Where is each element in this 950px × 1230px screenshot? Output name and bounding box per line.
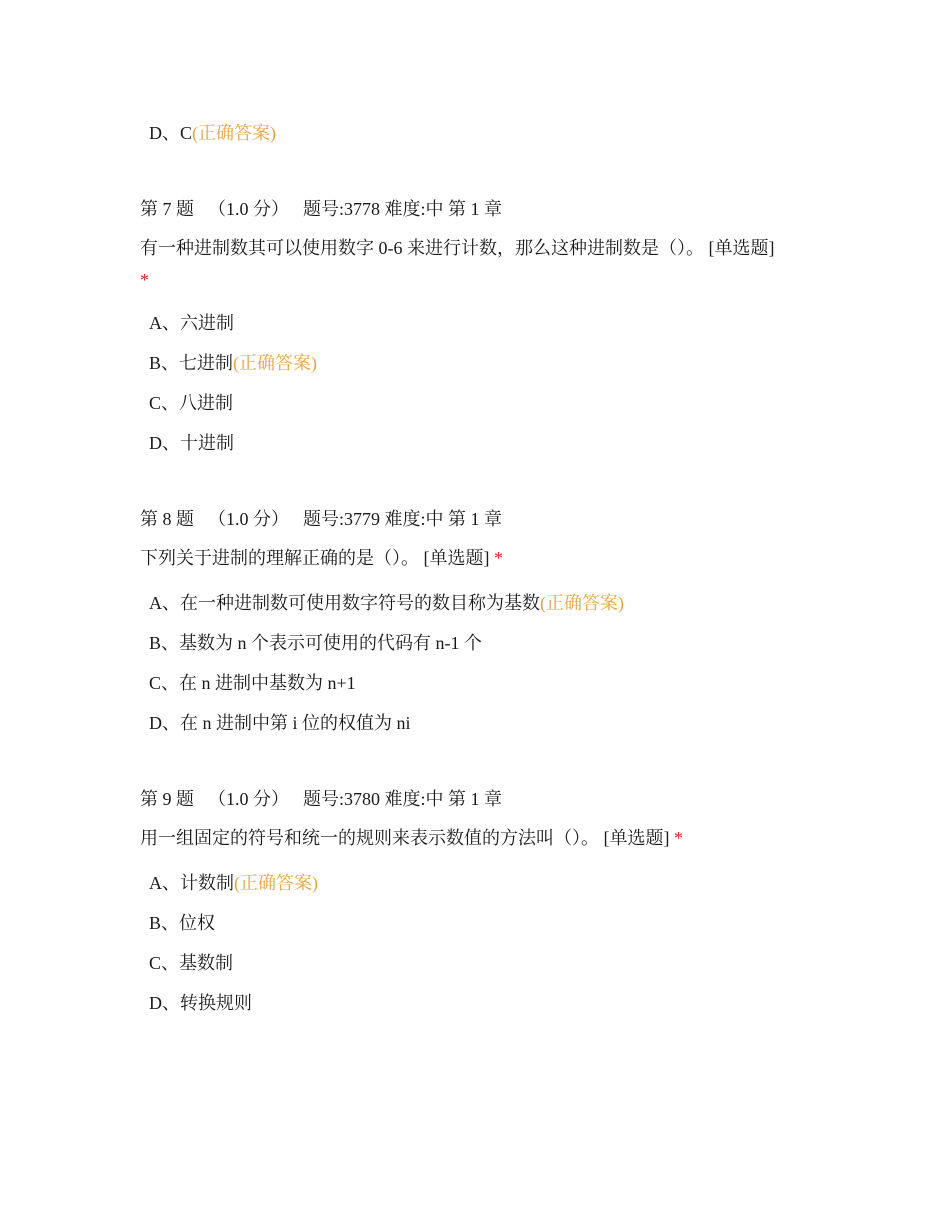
option-label: C、: [149, 953, 180, 973]
question-score: （1.0 分）: [208, 509, 289, 529]
question-meta: 题号:3778 难度:中 第 1 章: [303, 199, 503, 219]
question-stem: 下列关于进制的理解正确的是（）。: [140, 548, 419, 568]
question-8-option-a[interactable]: [149, 591, 624, 615]
question-7-option-d[interactable]: [149, 431, 234, 455]
question-7-option-a[interactable]: [149, 311, 234, 335]
question-7-option-b[interactable]: [149, 351, 317, 375]
question-7-stem: [140, 236, 775, 260]
question-score: （1.0 分）: [208, 199, 289, 219]
option-text: 基数制: [179, 953, 234, 973]
question-8-option-c[interactable]: [149, 671, 356, 695]
option-text: 位权: [179, 913, 216, 933]
option-label: D、: [149, 993, 180, 1013]
question-number: 第 9 题: [140, 789, 194, 809]
question-9-option-b[interactable]: [149, 911, 215, 935]
option-label: D、: [149, 123, 180, 143]
correct-answer-mark: (正确答案): [234, 873, 318, 893]
option-text: 七进制: [179, 353, 234, 373]
option-text: C: [180, 123, 193, 143]
option-label: B、: [149, 633, 180, 653]
option-label: A、: [149, 873, 180, 893]
question-9-option-d[interactable]: [149, 991, 252, 1015]
question-meta: 题号:3780 难度:中 第 1 章: [303, 789, 503, 809]
required-marker: *: [494, 548, 503, 568]
option-label: A、: [149, 593, 180, 613]
question-9-option-c[interactable]: [149, 951, 233, 975]
question-9-option-a[interactable]: [149, 871, 318, 895]
option-text: 在 n 进制中基数为 n+1: [179, 673, 356, 693]
question-8-option-d[interactable]: [149, 711, 411, 735]
question-type: [单选题]: [708, 238, 775, 258]
option-text: 转换规则: [180, 993, 252, 1013]
question-7-required: [140, 268, 149, 292]
correct-answer-mark: (正确答案): [233, 353, 318, 373]
option-text: 基数为 n 个表示可使用的代码有 n-1 个: [179, 633, 483, 653]
correct-answer-mark: (正确答案): [192, 123, 277, 143]
option-text: 六进制: [180, 313, 234, 333]
option-label: A、: [149, 313, 180, 333]
option-text: 在 n 进制中第 i 位的权值为 ni: [180, 713, 411, 733]
question-8-stem: [140, 546, 503, 570]
question-9-header: [140, 787, 502, 811]
question-type: [单选题]: [603, 828, 670, 848]
question-stem: 有一种进制数其可以使用数字 0-6 来进行计数，那么这种进制数是（）。: [140, 238, 704, 258]
option-label: D、: [149, 713, 180, 733]
question-meta: 题号:3779 难度:中 第 1 章: [303, 509, 503, 529]
option-label: B、: [149, 353, 180, 373]
question-type: [单选题]: [423, 548, 490, 568]
prev-option-d: [149, 121, 276, 145]
question-7-option-c[interactable]: [149, 391, 233, 415]
question-9-stem: [140, 826, 683, 850]
question-score: （1.0 分）: [208, 789, 289, 809]
question-number: 第 7 题: [140, 199, 194, 219]
option-text: 在一种进制数可使用数字符号的数目称为基数: [180, 593, 540, 613]
option-label: B、: [149, 913, 180, 933]
option-text: 八进制: [179, 393, 234, 413]
option-label: C、: [149, 673, 180, 693]
correct-answer-mark: (正确答案): [540, 593, 624, 613]
question-8-header: [140, 507, 502, 531]
option-label: C、: [149, 393, 180, 413]
question-number: 第 8 题: [140, 509, 194, 529]
required-marker: *: [140, 270, 149, 290]
question-7-header: [140, 197, 502, 221]
required-marker: *: [674, 828, 683, 848]
question-stem: 用一组固定的符号和统一的规则来表示数值的方法叫（）。: [140, 828, 599, 848]
option-text: 计数制: [180, 873, 234, 893]
question-8-option-b[interactable]: [149, 631, 482, 655]
option-label: D、: [149, 433, 180, 453]
option-text: 十进制: [180, 433, 234, 453]
